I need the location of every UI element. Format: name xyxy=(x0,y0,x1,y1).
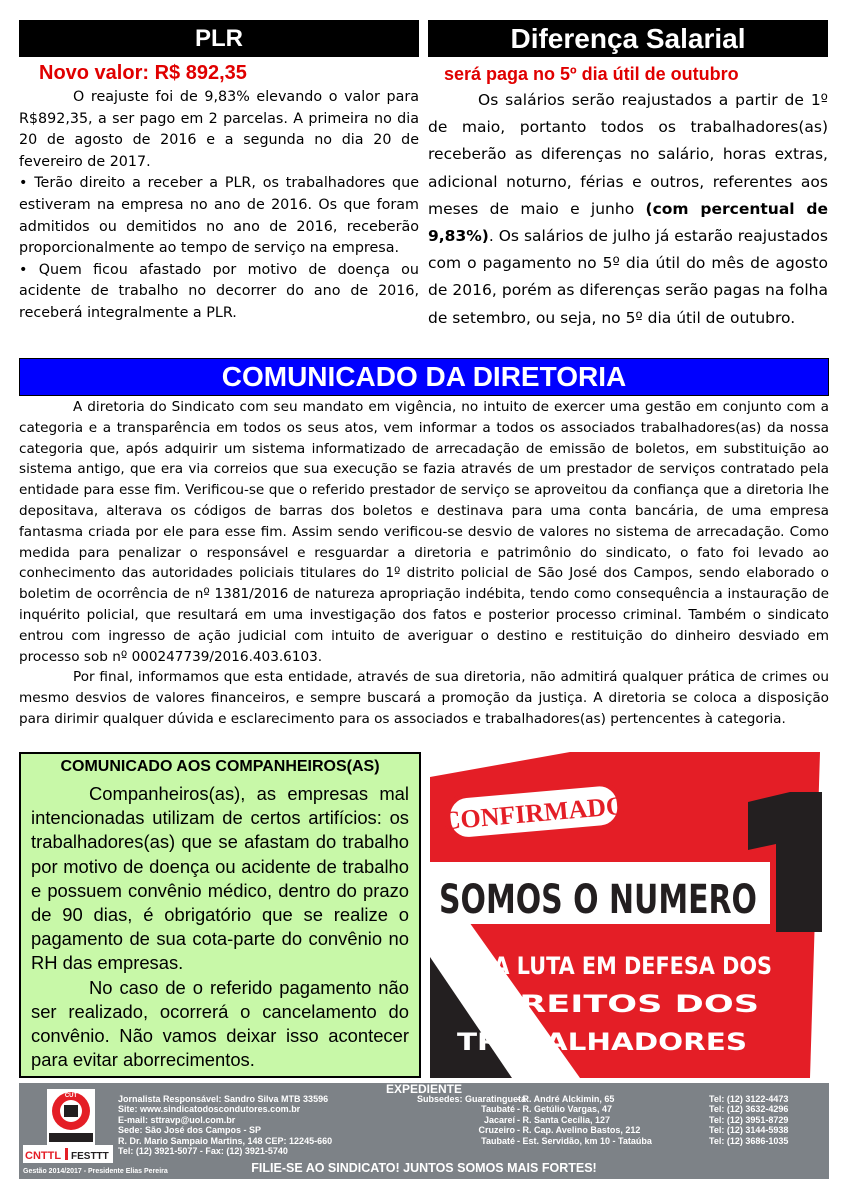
logo-vehicle-shape xyxy=(64,1105,78,1117)
companheiros-body xyxy=(31,782,409,1072)
logo-top-text: CUT xyxy=(64,1093,78,1099)
subsede-phone: Tel: (12) 3951-8729 xyxy=(709,1114,789,1125)
subsede-address: - R. Cap. Avelino Bastos, 212 xyxy=(517,1125,641,1136)
footer-info xyxy=(118,1094,332,1156)
diferenca-text: . Os salários de julho já estarão reajustados com o pagamento no 5º dia útil do mês de agosto de 2016, porém as diferenças serão pagas na folha de setembro, ou seja, no 5º dia útil de outubro. xyxy=(428,227,828,327)
companheiros-box xyxy=(19,752,421,1078)
festtt-text: FESTTT xyxy=(71,1151,109,1162)
cnttl-text: CNTTL xyxy=(25,1150,62,1162)
cnttl-festtt-icon xyxy=(23,1145,113,1163)
subsede-label: Cruzeiro xyxy=(478,1125,515,1136)
comunicado-paragraph: A diretoria do Sindicato com seu mandato em vigência, no intuito de exercer uma gestão em conjunto com a categoria e a transparência em todos os seus atos, vem informar a todos os associados trabalhadores(as) da nossa categoria que, após adquirir um sistema informatizado de arrecadação de emissão de boletos, em substituição ao sistema antigo, que era via correios que sua execução se fazia através de um prestador de serviços contratado pela entidade para esse fim. Verificou-se que o referido prestador de serviço se aproveitou da confiança que a diretoria lhe depositava, alterava os códigos de barras dos boletos e destinava para uma conta bancária, de uma empresa fantasma criada por ele para esse fim. Assim sendo verificou-se desvio de valores no sistema de arrecadação. Como medida para penalizar o responsável e resguardar a diretoria e patrimônio do sindicato, o fato foi levado ao conhecimento das autoridades policiais titulares do 1º distrito policial de São José dos Campos, sendo elaborado o boletim de ocorrência de nº 1381/2016 de natureza apropriação indébita, tendo como consequência a instauração de inquérito policial, que resultará em uma investigação dos fatos e posterior processo criminal. Também o sindicato entrou com ingresso de ação judicial com intuito de averiguar o destino e restituição do dinheiro desviado em processo sob nº 000247739/2016.403.6103. xyxy=(19,399,829,665)
subsede-label: Subsedes: Guaratinguetá xyxy=(417,1094,527,1104)
companheiros-paragraph: Companheiros(as), as empresas mal intencionadas utilizam de certos artifícios: os trabalhadores(as) que se afastam do trabalho por motivo de doença ou acidente de trabalho e possuem convênio médico, dentro do prazo de 90 dias, é obrigatório que se realize o pagamento de sua cota-parte do convênio no RH das empresas. xyxy=(31,783,409,974)
subsede-address: - R. Santa Cecília, 127 xyxy=(517,1114,611,1125)
subsede-phone: Tel: (12) 3122-4473 xyxy=(709,1094,789,1104)
comunicado-paragraph: Por final, informamos que esta entidade, através de sua diretoria, não admitirá qualquer prática de crimes ou mesmo desvios de valores financeiros, e sempre buscará a promoção da justiça. A diretoria se coloca a disposição para dirimir qualquer dúvida e esclarecimento para os associados e trabalhadores(as) pertencentes à categoria. xyxy=(19,669,829,727)
footer-gestao: Gestão 2014/2017 - Presidente Elias Pereira xyxy=(23,1168,168,1175)
footer-address: R. Dr. Mario Sampaio Martins, 148 CEP: 12245-660 xyxy=(118,1135,333,1146)
plr-paragraph: • Quem ficou afastado por motivo de doença ou acidente de trabalho no decorrer do ano de 2016, receberá integralmente a PLR. xyxy=(19,261,419,321)
stamp-text: CONFIRMADO xyxy=(440,790,628,836)
footer-slogan: FILIE-SE AO SINDICATO! JUNTOS SOMOS MAIS FORTES! xyxy=(251,1161,597,1175)
diferenca-title: Diferença Salarial xyxy=(428,20,828,57)
subsede-address: - R. André Alckimin, 65 xyxy=(517,1094,615,1104)
diferenca-bold-text: (com percentual de 9,83%) xyxy=(428,199,828,246)
footer-phone: Tel: (12) 3921-5077 - Fax: (12) 3921-5740 xyxy=(118,1146,288,1157)
plr-paragraph: • Terão direito a receber a PLR, os trabalhadores que estiveram na empresa no ano de 2016. Os que foram admitidos ou demitidos no ano de 2016, receberão proporcionalmente ao tempo de serviço na empresa. xyxy=(19,175,419,257)
somos-o-numero-1-graphic xyxy=(430,752,828,1078)
subsede-label: Jacareí xyxy=(483,1114,515,1125)
subsede-address: - R. Getúlio Vargas, 47 xyxy=(517,1104,613,1115)
footer-jornalista: Jornalista Responsável: Sandro Silva MTB 33596 xyxy=(118,1094,329,1104)
cut-logo xyxy=(47,1089,95,1145)
subsede-address: - Est. Servidão, km 10 - Tataúba xyxy=(517,1135,652,1146)
diferenca-salarial-section xyxy=(428,20,828,332)
companheiros-paragraph: No caso de o referido pagamento não ser realizado, ocorrerá o cancelamento do convênio. Não vamos deixar isso acontecer para evitar aborrecimentos. xyxy=(31,976,409,1071)
comunicado-title: COMUNICADO DA DIRETORIA xyxy=(19,358,829,396)
expediente-footer xyxy=(19,1083,829,1179)
diferenca-body xyxy=(428,87,828,332)
footer-site[interactable]: Site: www.sindicatodoscondutores.com.br xyxy=(118,1104,301,1115)
promo-line-2: DIREITOS DOS xyxy=(477,990,759,1018)
subsede-phone: Tel: (12) 3632-4296 xyxy=(709,1104,789,1115)
plr-body xyxy=(19,87,419,325)
footer-sede: Sede: São José dos Campos - SP xyxy=(118,1125,262,1136)
diferenca-text: Os salários serão reajustados a partir de 1º de maio, portanto todos os trabalhadores(as) receberão as diferenças no salário, horas extras, adicional noturno, férias e outros, referentes aos meses de maio e junho xyxy=(428,91,828,218)
plr-section xyxy=(19,20,419,325)
promo-headline: SOMOS O NUMERO xyxy=(439,877,757,923)
diferenca-subtitle: será paga no 5º dia útil de outubro xyxy=(444,64,739,84)
cnttl-festtt-logos xyxy=(23,1145,113,1163)
subsede-phone: Tel: (12) 3686-1035 xyxy=(709,1135,789,1146)
cut-logo-icon xyxy=(47,1089,95,1145)
comunicado-body xyxy=(19,397,829,730)
footer-email[interactable]: E-mail: sttravp@uol.com.br xyxy=(118,1114,236,1125)
promo-svg xyxy=(430,752,828,1078)
logo-divider xyxy=(65,1148,68,1160)
promo-line-1: NA LUTA EM DEFESA DOS xyxy=(476,952,772,980)
expediente-title: EXPEDIENTE xyxy=(385,1082,463,1096)
logo-base-bar xyxy=(49,1133,93,1142)
companheiros-title: COMUNICADO AOS COMPANHEIROS(AS) xyxy=(60,758,380,775)
plr-title: PLR xyxy=(19,20,419,57)
plr-paragraph: O reajuste foi de 9,83% elevando o valor para R$892,35, a ser pago em 2 parcelas. A primeira no dia 20 de agosto de 2016 e a segunda no dia 20 de fevereiro de 2017. xyxy=(19,89,419,170)
subsede-label: Taubaté xyxy=(481,1104,515,1115)
subsede-phone: Tel: (12) 3144-5938 xyxy=(709,1125,789,1136)
subsede-label: Taubaté xyxy=(481,1135,515,1146)
promo-line-3: TRABALHADORES xyxy=(457,1028,747,1056)
plr-subtitle: Novo valor: R$ 892,35 xyxy=(39,62,247,84)
